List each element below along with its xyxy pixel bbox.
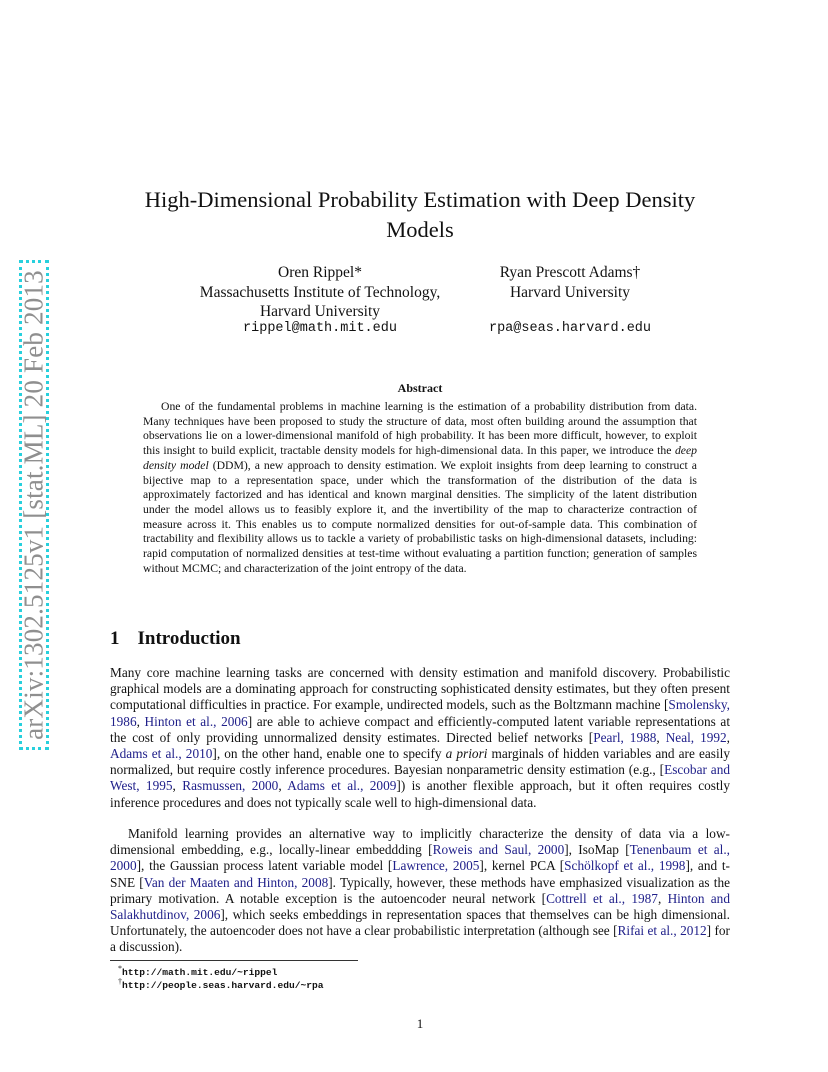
citation-link[interactable]: Adams et al., 2010	[110, 746, 213, 762]
arxiv-stamp	[19, 260, 49, 750]
footnote-mark: *	[118, 964, 122, 973]
footnote-url[interactable]: http://math.mit.edu/~rippel	[122, 967, 278, 979]
page-number: 1	[416, 1016, 424, 1031]
paragraph-text: ,	[172, 778, 183, 794]
citation-link[interactable]: Escobar and West, 1995	[110, 762, 730, 794]
paragraph-text: ], kernel PCA [	[479, 858, 565, 874]
abstract-text: One of the fundamental problems in machine learning is the estimation of a probability distribution from data. Many techniques have been proposed to study the structure of data, most often building around the assumption that observations lie on a lower-dimensional manifold of high probability. It has been more difficult, however, to exploit this insight to build explicit, tractable density models for high-dimensional data. In this paper, we introduce the	[143, 400, 697, 458]
citation-link[interactable]: Tenenbaum et al., 2000	[110, 842, 730, 874]
author-affiliation: Harvard University	[259, 303, 381, 320]
author-affiliation: Massachusetts Institute of Technology,	[199, 283, 441, 301]
citation-link[interactable]: Roweis and Saul, 2000	[432, 842, 565, 858]
paragraph-text: ], which seeks embeddings in representation spaces that themselves can be high dimensional. Unfortunately, the autoencoder does not have a clear probabilistic interpretation (although see [	[110, 907, 730, 939]
footnote-mark: †	[118, 977, 122, 986]
author-name: Oren Rippel*	[278, 264, 362, 281]
citation-link[interactable]: Pearl, 1988	[593, 729, 657, 745]
paragraph-text: ]) is another flexible approach, but it often requires costly inference procedures and does not typically scale well to high-dimensional data.	[110, 778, 731, 810]
citation-link[interactable]: Rasmussen, 2000	[182, 778, 279, 794]
section-number: 1	[110, 628, 120, 649]
arxiv-identifier: arXiv:1302.5125v1 [stat.ML] 20 Feb 2013	[18, 270, 49, 740]
paragraph-text: ], and t-SNE [	[110, 858, 730, 890]
intro-paragraph-1	[110, 665, 730, 811]
abstract-body	[143, 400, 697, 576]
paragraph-text: ,	[136, 713, 145, 729]
footnote-rule	[110, 960, 358, 961]
author-affiliation: Harvard University	[509, 283, 631, 301]
paragraph-text: ] for a discussion).	[110, 923, 730, 955]
paragraph-text: Many core machine learning tasks are concerned with density estimation and manifold discovery. Probabilistic graphical models are a dominating approach for constructing sophisticated density estimates, but they often present computational difficulties in practice. For example, undirected models, such as the Boltzmann machine [	[110, 665, 730, 713]
paragraph-text: ]. Typically, however, these methods have emphasized visualization as the primary motivation. A notable exception is the autoencoder neural network [	[110, 874, 731, 906]
footnote-url[interactable]: http://people.seas.harvard.edu/~rpa	[122, 980, 324, 992]
author-block-2	[470, 263, 670, 302]
citation-link[interactable]: Cottrell et al., 1987	[546, 890, 658, 906]
abstract-text: (DDM), a new approach to density estimation. We exploit insights from deep learning to construct a bijective map to a representation space, under which the transformation of the distribution of the data is approximately factorized and has identical and known marginal densities. The simplicity of the latent distribution under the model allows us to feasibly explore it, and the invertibility of the map to characterize contraction of measure across it. This enables us to compute normalized densities for out-of-sample data. This combination of tractability and flexibility allows us to tackle a variety of probabilistic tasks on high-dimensional datasets, including: rapid computation of normalized densities at test-time without evaluating a partition function; generation of samples without MCMC; and characterization of the joint entropy of the data.	[143, 458, 697, 575]
paragraph-emphasis: a priori	[445, 746, 488, 762]
paragraph-text: ,	[726, 729, 730, 745]
author-email[interactable]: rippel@math.mit.edu	[243, 321, 397, 336]
paragraph-text: ], IsoMap [	[564, 842, 630, 858]
author-email[interactable]: rpa@seas.harvard.edu	[488, 321, 652, 336]
paragraph-text: Manifold learning provides an alternative way to implicitly characterize the density of data via a low-dimensional embedding, e.g., locally-linear embeddding [	[110, 826, 730, 858]
section-heading	[110, 628, 241, 650]
paragraph-text: ,	[278, 778, 288, 794]
intro-paragraph-2	[110, 826, 730, 956]
section-title: Introduction	[137, 628, 241, 649]
paragraph-text: ] are able to achieve compact and efficiently-computed latent variable representations at the cost of only providing unnormalized density estimates. Directed belief networks [	[110, 713, 731, 745]
citation-link[interactable]: Hinton and Salakhutdinov, 2006	[110, 890, 730, 923]
abstract-emphasis: deep density model	[143, 444, 697, 472]
citation-link[interactable]: Lawrence, 2005	[392, 858, 480, 874]
paper-title: High-Dimensional Probability Estimation with Deep Density Models	[144, 187, 696, 242]
author-name: Ryan Prescott Adams†	[499, 264, 641, 281]
citation-link[interactable]: Rifai et al., 2012	[617, 923, 707, 939]
citation-link[interactable]: Van der Maaten and Hinton, 2008	[143, 874, 329, 890]
citation-link[interactable]: Schölkopf et al., 1998	[564, 858, 686, 874]
paragraph-text: ,	[657, 890, 668, 906]
paragraph-text: ], on the other hand, enable one to specify	[212, 746, 446, 762]
paragraph-text: ,	[656, 729, 666, 745]
citation-link[interactable]: Smolensky, 1986	[110, 697, 730, 729]
citation-link[interactable]: Hinton et al., 2006	[144, 713, 248, 729]
paragraph-text: ], the Gaussian process latent variable model [	[136, 858, 393, 874]
abstract-heading: Abstract	[397, 381, 443, 395]
citation-link[interactable]: Adams et al., 2009	[287, 778, 397, 794]
footnote-2	[118, 977, 324, 991]
paragraph-text: marginals of hidden variables and are easily normalized, but require costly inference procedures. Bayesian nonparametric density estimation (e.g., [	[110, 746, 730, 778]
citation-link[interactable]: Neal, 1992	[665, 729, 727, 745]
author-block-1	[170, 263, 470, 322]
